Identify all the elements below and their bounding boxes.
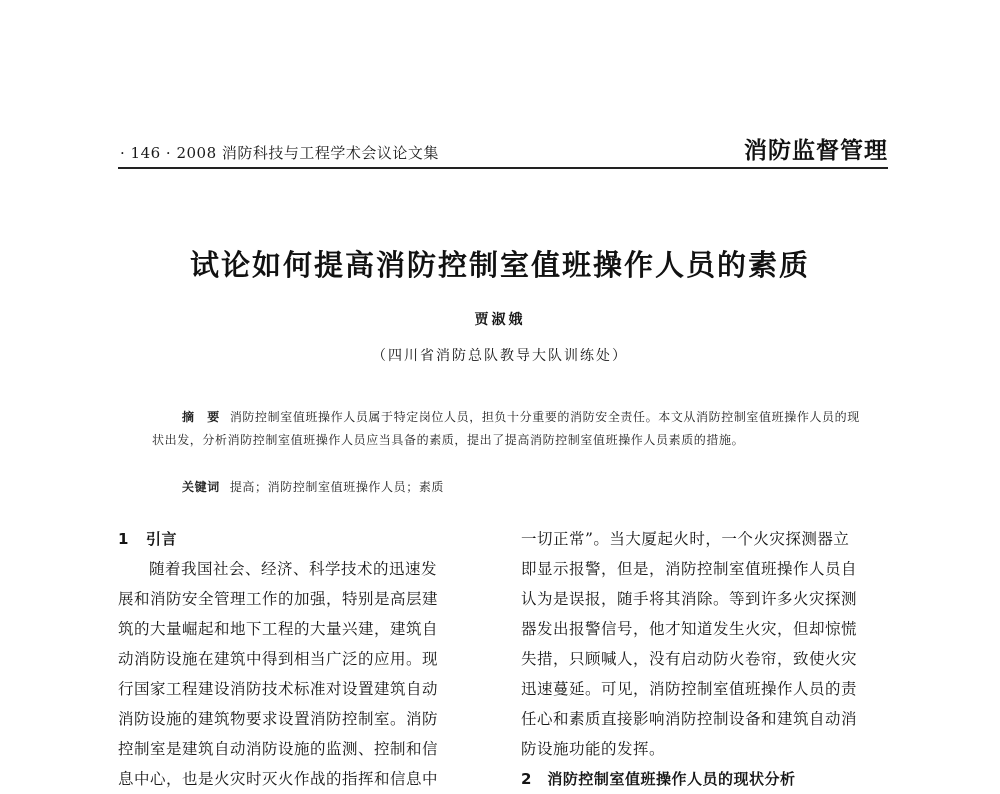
body-line: 失措，只顾喊人，没有启动防火卷帘，致使火灾 (521, 650, 858, 668)
body-line: 即显示报警，但是，消防控制室值班操作人员自 (521, 560, 858, 578)
keywords (182, 478, 862, 495)
body-line: 迅速蔓延。可见，消防控制室值班操作人员的责 (521, 680, 858, 698)
body-line: 展和消防安全管理工作的加强，特别是高层建 (118, 590, 439, 608)
body-line: 认为是误报，随手将其消除。等到许多火灾探测 (521, 590, 858, 608)
author-affiliation: （四川省消防总队教导大队训练处） (372, 348, 628, 364)
author-name: 贾淑娥 (474, 312, 526, 328)
abstract-text: 消防控制室值班操作人员属于特定岗位人员，担负十分重要的消防安全责任。本文从消防控制室值班操作人员的现状出发，分析消防控制室值班操作人员应当具备的素质，提出了提高消防控制室值班操作人员素质的措施。 (152, 410, 860, 447)
running-header-section: 消防监督管理 (744, 138, 888, 164)
section-heading: 2 消防控制室值班操作人员的现状分析 (521, 770, 796, 788)
body-line: 筑的大量崛起和地下工程的大量兴建，建筑自 (118, 620, 439, 638)
body-column-left (118, 524, 490, 794)
keywords-text: 提高；消防控制室值班操作人员；素质 (229, 480, 445, 494)
running-header-left: · 146 · 2008 消防科技与工程学术会议论文集 (120, 144, 439, 162)
abstract (152, 406, 862, 452)
body-line: 随着我国社会、经济、科学技术的迅速发 (149, 560, 438, 578)
section-number: 1 (118, 530, 129, 548)
body-line: 一切正常”。当大厦起火时，一个火灾探测器立 (521, 530, 850, 548)
body-line: 动消防设施在建筑中得到相当广泛的应用。现 (118, 650, 439, 668)
header-rule (118, 167, 888, 169)
keywords-label: 关键词 (182, 480, 220, 494)
section-title: 引言 (146, 530, 178, 548)
body-line: 防设施功能的发挥。 (521, 740, 666, 758)
body-column-right (521, 524, 891, 794)
body-line: 任心和素质直接影响消防控制设备和建筑自动消 (521, 710, 858, 728)
body-line: 器发出报警信号，他才知道发生火灾，但却惊慌 (521, 620, 858, 638)
body-line: 消防设施的建筑物要求设置消防控制室。消防 (118, 710, 439, 728)
body-line: 控制室是建筑自动消防设施的监测、控制和信 (118, 740, 439, 758)
paper-title: 试论如何提高消防控制室值班操作人员的素质 (189, 248, 810, 282)
abstract-label: 摘 要 (182, 410, 220, 424)
section-heading (118, 524, 490, 554)
body-line: 行国家工程建设消防技术标准对设置建筑自动 (118, 680, 439, 698)
body-line: 息中心，也是火灾时灭火作战的指挥和信息中 (118, 770, 439, 788)
